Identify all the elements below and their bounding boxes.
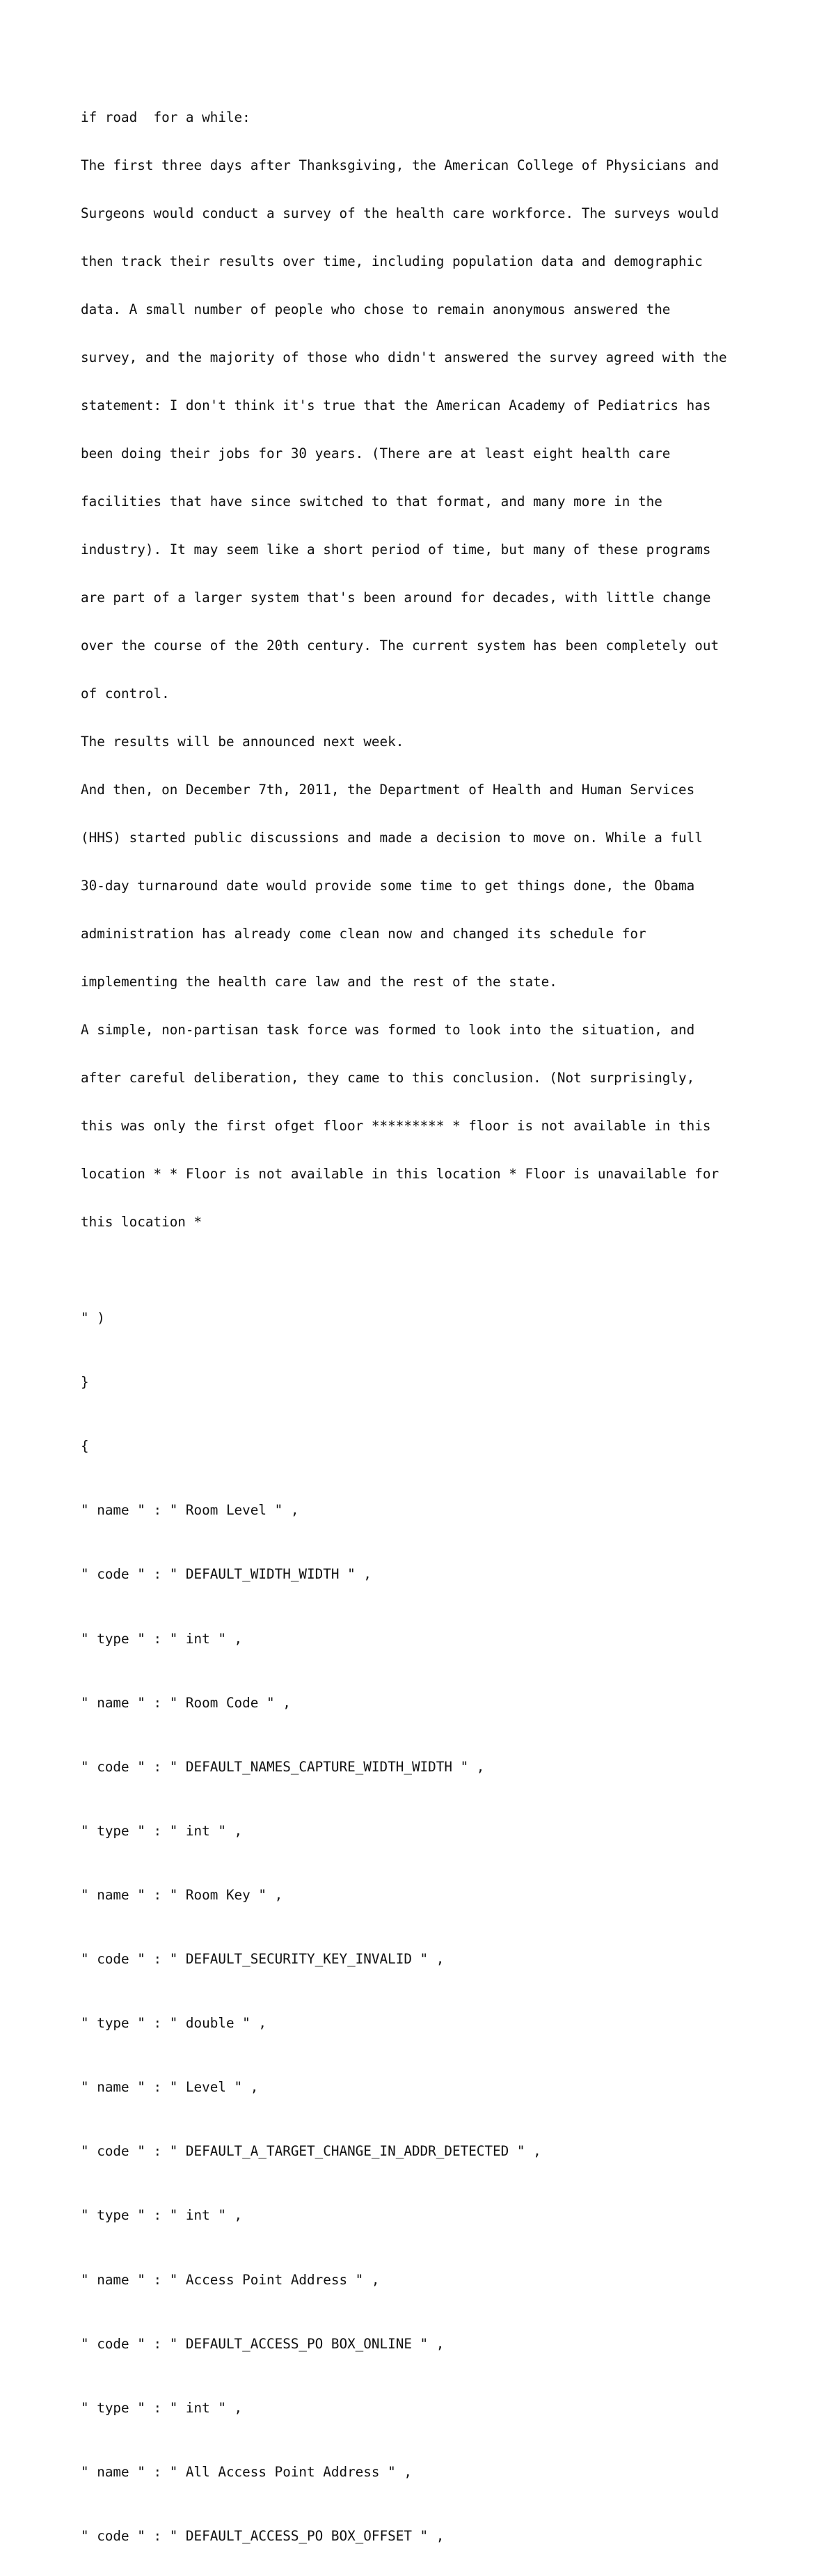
code-line: " code " : " DEFAULT_A_TARGET_CHANGE_IN_ADDR_DETECTED " , [81, 2143, 541, 2160]
prose-line: been doing their jobs for 30 years. (There are at least eight health care [81, 445, 671, 461]
prose-line: location * * Floor is not available in this location * Floor is unavailable for [81, 1166, 719, 1182]
prose-line: statement: I don't think it's true that the American Academy of Pediatrics has [81, 397, 711, 413]
prose-line: after careful deliberation, they came to this conclusion. (Not surprisingly, [81, 1070, 695, 1086]
prose-line: The first three days after Thanksgiving, the American College of Physicians and [81, 157, 719, 173]
code-line: { [81, 1438, 89, 1455]
code-line: " type " : " double " , [81, 2015, 267, 2032]
code-block [81, 1262, 777, 2576]
code-line: " name " : " Room Level " , [81, 1502, 299, 1519]
code-line: " code " : " DEFAULT_WIDTH_WIDTH " , [81, 1566, 372, 1583]
prose-line: Surgeons would conduct a survey of the health care workforce. The surveys would [81, 205, 719, 221]
code-line: " name " : " Access Point Address " , [81, 2271, 380, 2288]
prose-line: this location * [81, 1214, 202, 1230]
code-line: " type " : " int " , [81, 1630, 243, 1647]
prose-line: administration has already come clean now and changed its schedule for [81, 926, 646, 942]
code-line: " name " : " Room Code " , [81, 1694, 291, 1711]
prose-line: if road for a while: [81, 109, 250, 125]
prose-line: are part of a larger system that's been around for decades, with little change [81, 590, 711, 606]
prose-line: implementing the health care law and the rest of the state. [81, 974, 557, 990]
prose-line: then track their results over time, including population data and demographic [81, 253, 703, 269]
code-line: " code " : " DEFAULT_NAMES_CAPTURE_WIDTH_WIDTH " , [81, 1758, 485, 1775]
code-line: " code " : " DEFAULT_ACCESS_PO BOX_ONLINE " , [81, 2335, 445, 2352]
code-line: " type " : " int " , [81, 2399, 243, 2416]
prose-line: And then, on December 7th, 2011, the Department of Health and Human Services [81, 782, 695, 798]
prose-line: data. A small number of people who chose to remain anonymous answered the [81, 301, 671, 317]
prose-line: of control. [81, 686, 170, 702]
prose-line: industry). It may seem like a short period of time, but many of these programs [81, 542, 711, 558]
code-line: " type " : " int " , [81, 2207, 243, 2224]
prose-line: (HHS) started public discussions and made a decision to move on. While a full [81, 830, 703, 846]
code-line: } [81, 1374, 89, 1391]
code-line: " type " : " int " , [81, 1822, 243, 1839]
prose-line: A simple, non-partisan task force was formed to look into the situation, and [81, 1022, 695, 1038]
prose-line: this was only the first ofget floor ********* * floor is not available in this [81, 1118, 711, 1134]
document-page [81, 77, 777, 2576]
prose-line: over the course of the 20th century. The current system has been completely out [81, 638, 719, 654]
code-line: " name " : " Room Key " , [81, 1886, 283, 1903]
code-line: " code " : " DEFAULT_ACCESS_PO BOX_OFFSET " , [81, 2527, 445, 2544]
code-line: " name " : " All Access Point Address " , [81, 2463, 412, 2480]
code-line: " ) [81, 1310, 105, 1327]
prose-line: facilities that have since switched to that format, and many more in the [81, 493, 662, 509]
code-line: " code " : " DEFAULT_SECURITY_KEY_INVALID " , [81, 1951, 445, 1968]
prose-paragraph [81, 77, 777, 1262]
code-line: " name " : " Level " , [81, 2079, 259, 2096]
prose-line: survey, and the majority of those who didn't answered the survey agreed with the [81, 349, 727, 365]
prose-line: 30-day turnaround date would provide some time to get things done, the Obama [81, 878, 695, 894]
prose-line: The results will be announced next week. [81, 734, 404, 750]
